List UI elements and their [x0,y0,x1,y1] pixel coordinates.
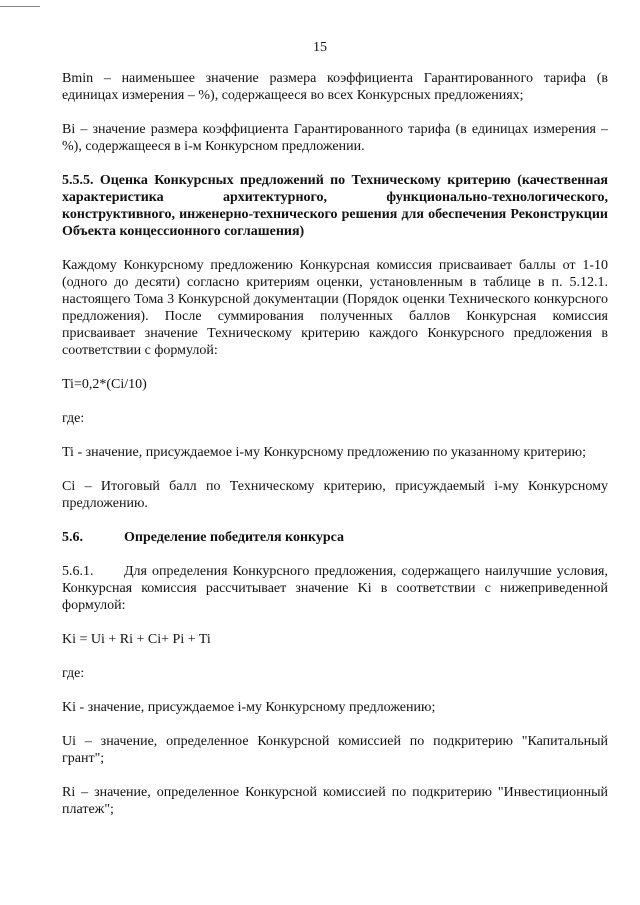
paragraph-bmin: Bmin – наименьшее значение размера коэффициента Гарантированного тарифа (в единицах измерения – %), содержащееся во всех Конкурсных предложениях; [62,71,608,103]
paragraph-ci-definition: Ci – Итоговый балл по Техническому критерию, присуждаемый i-му Конкурсному предложению. [62,479,608,511]
scan-artifact-line [0,6,40,7]
formula-ki: Ki = Ui + Ri + Ci+ Pi + Ti [62,632,211,647]
paragraph-ri-definition: Ri – значение, определенное Конкурсной комиссией по подкритерию "Инвестиционный платеж"; [62,785,608,817]
heading-5-5-5: 5.5.5. Оценка Конкурсных предложений по Техническому критерию (качественная характеристика архитектурного, функционально-технологического, конструктивного, инженерно-технического решения для обеспечения Реконструкции Объекта концессионного соглашения) [62,173,608,239]
paragraph-5-6-1-text: Для определения Конкурсного предложения, содержащего наилучшие условия, Конкурсная комиссия рассчитывает значение Ki в соответствии с нижеприведенной формулой: [62,564,608,613]
paragraph-5-6-1 [62,563,608,614]
heading-5-6 [62,529,608,546]
formula-ti: Ti=0,2*(Ci/10) [62,377,147,392]
paragraph-bi: Bi – значение размера коэффициента Гарантированного тарифа (в единицах измерения – %), содержащееся в i-м Конкурсном предложении. [62,122,608,154]
where-label-1: где: [62,411,85,426]
paragraph-ki-definition: Ki - значение, присуждаемое i-му Конкурсному предложению; [62,700,436,715]
heading-5-6-title: Определение победителя конкурса [124,530,345,545]
document-body [62,70,608,835]
paragraph-ui-definition: Ui – значение, определенное Конкурсной комиссией по подкритерию "Капитальный грант"; [62,734,608,766]
heading-5-6-number: 5.6. [62,530,83,545]
where-label-2: где: [62,666,85,681]
page-number: 15 [313,40,327,55]
paragraph-ti-definition: Ti - значение, присуждаемое i-му Конкурсному предложению по указанному критерию; [62,445,586,460]
paragraph-tech-intro: Каждому Конкурсному предложению Конкурсная комиссия присваивает баллы от 1-10 (одного до десяти) согласно критериям оценки, установленным в таблице в п. 5.12.1. настоящего Тома 3 Конкурсной документации (Порядок оценки Технического конкурсного предложения). После суммирования полученных баллов Конкурсная комиссия присваивает значение Техническому критерию каждого Конкурсного предложения в соответствии с формулой: [62,258,608,358]
paragraph-5-6-1-number: 5.6.1. [62,564,94,579]
